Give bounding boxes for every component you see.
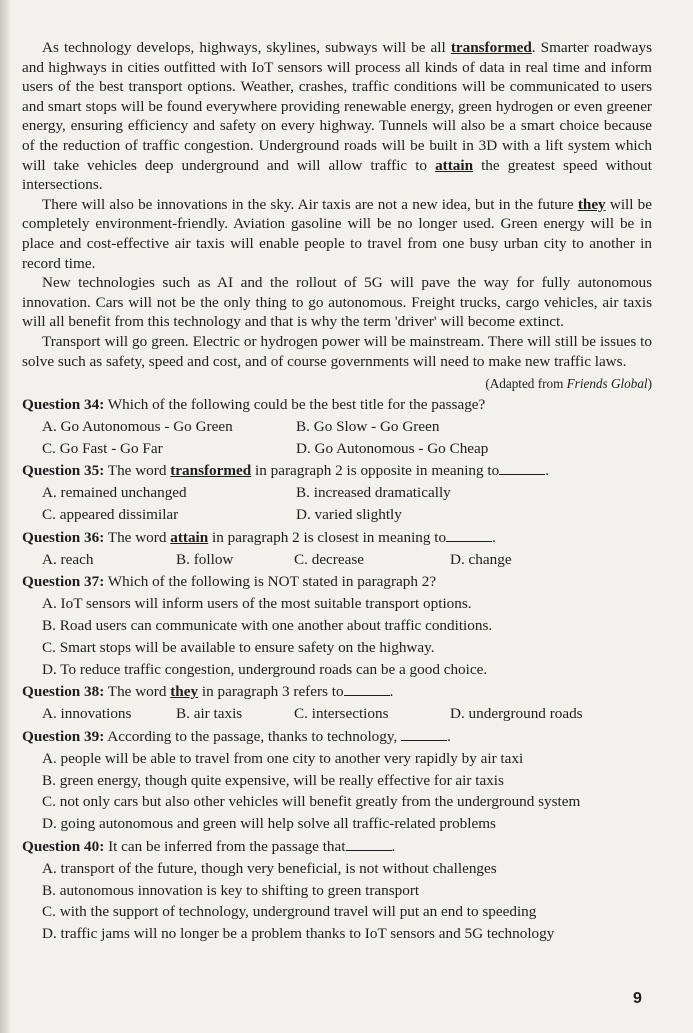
question-38-keyword: they <box>170 683 199 701</box>
question-38-options <box>22 703 652 725</box>
paragraph-2-text-a: There will also be innovations in the sky. Air taxis are not a new idea, but in the future <box>42 195 578 213</box>
question-36-options <box>22 549 652 571</box>
question-36-option-b[interactable]: B. follow <box>176 550 234 568</box>
question-35-option-a[interactable]: A. remained unchanged <box>42 484 187 502</box>
question-38-option-c[interactable]: C. intersections <box>294 705 389 723</box>
question-38-label: Question 38: <box>22 683 105 701</box>
question-37 <box>22 571 652 680</box>
question-34-text: Which of the following could be the best title for the passage? <box>104 396 486 414</box>
question-34-option-c[interactable]: C. Go Fast - Go Far <box>42 439 163 457</box>
question-35-option-c[interactable]: C. appeared dissimilar <box>42 506 179 524</box>
question-35-options <box>22 482 652 526</box>
underlined-word-transformed: transformed <box>450 39 532 56</box>
page-number: 9 <box>633 990 642 1007</box>
source-prefix: (Adapted from <box>485 376 567 392</box>
answer-blank[interactable] <box>401 726 447 741</box>
question-34-option-d[interactable]: D. Go Autonomous - Go Cheap <box>296 439 489 457</box>
question-37-option-c[interactable]: C. Smart stops will be available to ensure safety on the highway. <box>42 638 435 656</box>
question-35 <box>22 460 652 525</box>
question-36-option-d[interactable]: D. change <box>450 550 512 568</box>
question-39-option-b[interactable]: B. green energy, though quite expensive, will be really effective for air taxis <box>42 771 504 789</box>
question-39-period: . <box>447 728 451 746</box>
question-38-text-b: in paragraph 3 refers to <box>198 683 344 701</box>
underlined-word-attain: attain <box>435 156 474 174</box>
question-37-option-d[interactable]: D. To reduce traffic congestion, underground roads can be a good choice. <box>42 660 488 678</box>
question-38-option-b[interactable]: B. air taxis <box>176 705 243 723</box>
question-37-label: Question 37: <box>22 573 105 591</box>
page-edge-shadow <box>0 0 12 1033</box>
question-40 <box>22 836 652 945</box>
question-35-label: Question 35: <box>22 462 105 480</box>
paragraph-3: New technologies such as AI and the rollout of 5G will pave the way for fully autonomous innovation. Cars will not be the only thing to go autonomous. Freight trucks, cargo vehicles, air taxis will all benefit from this technology and that is why the term 'driver' will become extinct. <box>22 274 652 331</box>
question-37-option-a[interactable]: A. IoT sensors will inform users of the most suitable transport options. <box>42 595 472 613</box>
question-37-text: Which of the following is NOT stated in paragraph 2? <box>104 573 437 591</box>
paragraph-4: Transport will go green. Electric or hydrogen power will be mainstream. There will still be issues to solve such as safety, speed and cost, and of course governments will need to make new traffic laws. <box>22 332 652 370</box>
question-36 <box>22 527 652 571</box>
question-34-option-a[interactable]: A. Go Autonomous - Go Green <box>42 417 233 435</box>
question-40-label: Question 40: <box>22 838 105 856</box>
question-35-option-b[interactable]: B. increased dramatically <box>296 484 451 502</box>
question-35-option-d[interactable]: D. varied slightly <box>296 506 402 524</box>
answer-blank[interactable] <box>346 836 392 851</box>
paragraph-2 <box>22 195 652 273</box>
question-38-option-d[interactable]: D. underground roads <box>450 705 583 723</box>
question-35-keyword: transformed <box>170 462 252 480</box>
question-40-option-b[interactable]: B. autonomous innovation is key to shifting to green transport <box>42 881 420 899</box>
question-39-stem <box>22 726 652 748</box>
question-34-option-b[interactable]: B. Go Slow - Go Green <box>296 417 440 435</box>
question-37-option-b[interactable]: B. Road users can communicate with one another about traffic conditions. <box>42 617 493 635</box>
question-38-option-a[interactable]: A. innovations <box>42 705 132 723</box>
question-40-period: . <box>391 838 396 856</box>
source-title: Friends Global <box>566 376 648 392</box>
question-34 <box>22 394 652 459</box>
page-content <box>22 38 652 945</box>
question-36-label: Question 36: <box>22 528 105 546</box>
question-36-period: . <box>492 528 496 546</box>
question-35-text-a: The word <box>104 462 171 480</box>
question-40-stem <box>22 836 652 858</box>
paragraph-1 <box>22 38 652 195</box>
question-38-stem <box>22 681 652 703</box>
paragraph-1-text-a: As technology develops, highways, skylines, subways will be all <box>42 39 451 56</box>
question-38 <box>22 681 652 725</box>
question-39-option-a[interactable]: A. people will be able to travel from one city to another very rapidly by air taxi <box>42 749 524 767</box>
question-36-text-a: The word <box>104 528 171 546</box>
question-36-option-c[interactable]: C. decrease <box>294 550 364 568</box>
question-39-option-c[interactable]: C. not only cars but also other vehicles will benefit greatly from the underground system <box>42 793 581 811</box>
question-36-stem <box>22 527 652 549</box>
question-39 <box>22 726 652 835</box>
source-suffix: ) <box>647 376 652 392</box>
question-40-text: It can be inferred from the passage that <box>104 838 346 856</box>
question-40-option-c[interactable]: C. with the support of technology, underground travel will put an end to speeding <box>42 903 537 921</box>
question-36-text-b: in paragraph 2 is closest in meaning to <box>208 528 447 546</box>
question-34-options <box>22 416 652 460</box>
answer-blank[interactable] <box>499 460 545 475</box>
source-citation <box>22 375 652 393</box>
question-34-label: Question 34: <box>22 396 105 414</box>
question-38-text-a: The word <box>104 683 171 701</box>
question-36-option-a[interactable]: A. reach <box>42 550 94 568</box>
question-35-period: . <box>545 462 550 480</box>
paragraph-1-text-c: the greatest speed without intersections. <box>22 156 652 194</box>
question-38-period: . <box>389 683 394 701</box>
answer-blank[interactable] <box>446 527 492 542</box>
question-37-options <box>22 593 652 680</box>
paragraph-1-text-b: . Smarter roadways and highways in cities outfitted with IoT sensors will process all kinds of data in real time and inform users of the best transport options. Weather, crashes, traffic conditions will be communicated to users and smart stops will be found everywhere providing renewable energy, green hydrogen or even greener energy, ensuring efficiency and safety on every highway. Tunnels will also be a smart choice because of the reduction of traffic congestion. Underground roads will be built in 3D with a lift system which will take vehicles deep underground and will allow traffic to <box>22 39 653 174</box>
question-35-stem <box>22 460 652 482</box>
question-34-stem <box>22 394 652 416</box>
question-35-text-b: in paragraph 2 is opposite in meaning to <box>251 462 500 480</box>
answer-blank[interactable] <box>344 681 390 696</box>
question-39-option-d[interactable]: D. going autonomous and green will help solve all traffic-related problems <box>42 815 496 833</box>
underlined-word-they: they <box>577 195 606 213</box>
question-40-option-d[interactable]: D. traffic jams will no longer be a problem thanks to IoT sensors and 5G technology <box>42 925 555 943</box>
question-39-options <box>22 748 652 835</box>
question-39-text: According to the passage, thanks to technology, <box>104 728 398 746</box>
question-36-keyword: attain <box>170 528 209 546</box>
question-39-label: Question 39: <box>22 728 105 746</box>
question-40-option-a[interactable]: A. transport of the future, though very beneficial, is not without challenges <box>42 859 497 877</box>
paragraph-2-text-b: will be completely environment-friendly. Aviation gasoline will be no longer used. Green energy will be in place and cost-effective air taxis will enable people to travel from one busy urban city to another in record time. <box>22 195 652 272</box>
question-40-options <box>22 858 652 945</box>
question-37-stem <box>22 571 652 593</box>
